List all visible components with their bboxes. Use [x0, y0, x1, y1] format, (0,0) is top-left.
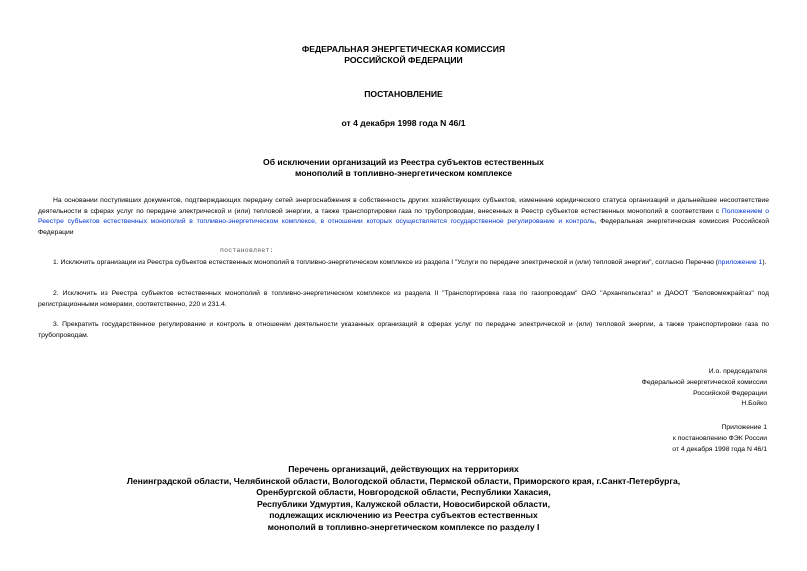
list-title-line-5: подлежащих исключению из Реестра субъектов естественных: [269, 510, 538, 521]
list-title: [0, 464, 807, 534]
list-title-line-3: Оренбургской области, Новгородской области, Республики Хакасия,: [256, 487, 551, 498]
document-date: от 4 декабря 1998 года N 46/1: [341, 118, 466, 128]
signatory-organization: Федеральной энергетической комиссии: [641, 378, 767, 386]
title-line-2: монополий в топливно-энергетическом комплексе: [294, 168, 513, 178]
item-1-paragraph: [38, 258, 769, 269]
appendix-date: от 4 декабря 1998 года N 46/1: [672, 445, 767, 453]
preamble-text-end: , Федеральная энергетическая комиссия Российской Федерации: [38, 218, 769, 236]
title-line-1: Об исключении организаций из Реестра субъектов естественных: [263, 157, 544, 167]
list-title-line-6: монополий в топливно-энергетическом комплексе по разделу I: [267, 521, 540, 532]
authority-line-2: РОССИЙСКОЙ ФЕДЕРАЦИИ: [344, 55, 463, 65]
item-1-text-end: ).: [762, 259, 767, 266]
preamble-text: На основании поступивших документов, подтверждающих передачу сетей энергоснабжения в собственность других хозяйствующих субъектов, изменение юридического статуса организаций и дальнейшее несоответствие деятельности в сферах услуг по передаче электрической и (или) тепловой энергии, а также транспортировки газа по трубопроводам, внесенных в Реестр субъектов естественных монополий в соответствии с: [38, 197, 769, 215]
regulation-link[interactable]: Положением о Реестре субъектов естественных монополий в топливно-энергетическом комплексе, в отношении которых осуществляется государственное регулирование и контроль: [38, 207, 769, 226]
resolves-label: постановляет:: [220, 247, 274, 254]
signature-block: [547, 367, 767, 410]
authority-line-1: ФЕДЕРАЛЬНАЯ ЭНЕРГЕТИЧЕСКАЯ КОМИССИЯ: [301, 44, 506, 54]
item-2-text: 2. Исключить из Реестра субъектов естественных монополий в топливно-энергетическом комплексе из раздела II "Транспортировка газа по газопроводам" ОАО "Архангельскгаз" и ДАООТ "Беловомежрайгаз" под регистрационными номерами, соответственно, 220 и 231.4.: [38, 290, 769, 308]
signatory-country: Российской Федерации: [693, 389, 767, 397]
document-title: [0, 157, 807, 179]
item-1-text: 1. Исключить организации из Реестра субъектов естественных монополий в топливно-энергетическом комплексе из раздела I "Услуги по передаче электрической и (или) тепловой энергии", согласно Перечню (: [53, 259, 718, 266]
issuing-authority: [0, 44, 807, 66]
item-3-text: 3. Прекратить государственное регулирование и контроль в отношении деятельности указанных организаций в сферах услуг по передаче электрической и (или) тепловой энергии, а также транспортировки газа по трубопроводам.: [38, 321, 769, 339]
document-type: ПОСТАНОВЛЕНИЕ: [364, 89, 443, 99]
list-title-line-2: Ленинградской области, Челябинской области, Вологодской области, Пермской области, Приморского края, г.Санкт-Петербурга,: [126, 475, 681, 486]
appendix-number: Приложение 1: [721, 424, 767, 431]
list-title-line-1: Перечень организаций, действующих на территориях: [288, 464, 519, 474]
appendix-header: [547, 423, 767, 455]
signatory-position: И.о. председателя: [708, 368, 767, 375]
appendix-reference: к постановлению ФЭК России: [672, 434, 767, 442]
item-3-paragraph: [38, 320, 769, 341]
appendix-1-link[interactable]: приложение 1: [718, 259, 763, 266]
signatory-name: Н.Бойко: [741, 400, 767, 408]
item-2-paragraph: [38, 289, 769, 310]
preamble-paragraph: [38, 196, 769, 238]
list-title-line-4: Республики Удмуртия, Калужской области, Новосибирской области,: [257, 498, 550, 509]
